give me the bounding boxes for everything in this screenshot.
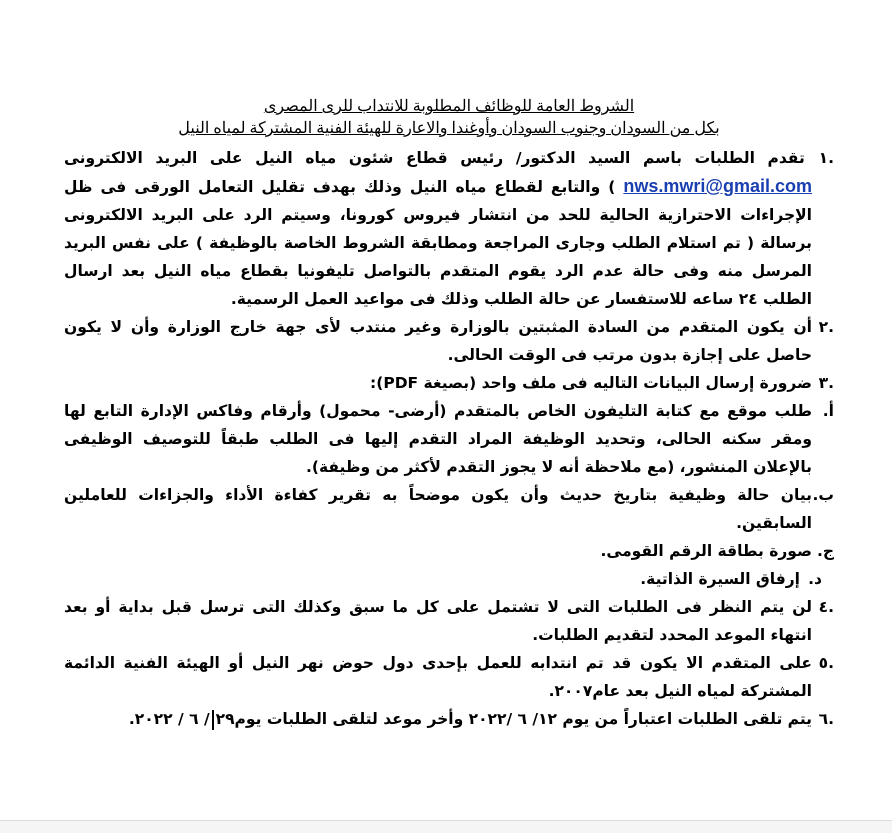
document-title — [64, 96, 834, 140]
condition-item-6 — [64, 705, 834, 733]
item-number: .٣ — [818, 374, 834, 392]
item-text: أن يكون المتقدم من السادة المثبتين بالوزارة وغير منتدب لأى جهة خارج الوزارة وأن لا يكون حاصل على إجازة بدون مرتب فى الوقت الحالى. — [64, 318, 812, 364]
subitem-text: بيان حالة وظيفية بتاريخ حديث وأن يكون موضحاً به تقرير كفاءة الأداء والجزاءات للعاملين السابقين. — [64, 486, 812, 532]
subitem-text: طلب موقع مع كتابة التليفون الخاص بالمتقدم (أرضى- محمول) وأرقام وفاكس الإدارة التابع لها ومقر سكنه الحالى، وتحديد الوظيفة المراد التقدم إليها فى الطلب طبقاً للتوصيف الوظيفى بالإعلان المنشور، (مع ملاحظة أنه لا يجوز التقدم لأكثر من وظيفة). — [64, 402, 812, 476]
item-text-after-email: ) والتابع لقطاع مياه النيل وذلك بهدف تقليل التعامل الورقى فى ظل الإجراءات الاحترازية الحالية للحد من انتشار فيروس كورونا، وسيتم الرد على البريد الالكترونى برسالة ( تم استلام الطلب وجارى المراجعة ومطابقة الشروط الخاصة بالوظيفة ) على نفس البريد المرسل منه وفى حالة عدم الرد يقوم المتقدم بالتواصل تليفونيا بقطاع مياه النيل بعد ارسال الطلب ٢٤ ساعه للاستفسار عن حالة الطلب وذلك فى مواعيد العمل الرسمية. — [64, 178, 812, 308]
item-number: .١ — [818, 149, 834, 167]
item-number: .٥ — [818, 654, 834, 672]
title-line-2: بكل من السودان وجنوب السودان وأوغندا والاعارة للهيئة الفنية المشتركة لمياه النيل — [178, 120, 720, 137]
condition-item-2 — [64, 313, 834, 369]
subitem-text: صورة بطاقة الرقم القومى. — [600, 542, 812, 560]
condition-item-3 — [64, 369, 834, 397]
page-bottom-edge — [0, 820, 892, 833]
subitem-b — [64, 481, 834, 537]
subitem-letter: ج. — [816, 542, 834, 560]
subitem-d — [64, 565, 834, 593]
condition-item-1 — [64, 144, 834, 313]
subitem-letter: أ. — [822, 402, 834, 420]
conditions-list — [64, 144, 834, 733]
item-text: لن يتم النظر فى الطلبات التى لا تشتمل على كل ما سبق وكذلك التى ترسل قبل بداية أو بعد انتهاء الموعد المحدد لتقديم الطلبات. — [64, 598, 812, 644]
cursor-bar — [212, 710, 214, 730]
condition-item-4 — [64, 593, 834, 649]
item-text: ضرورة إرسال البيانات التاليه فى ملف واحد (بصيغة PDF): — [370, 374, 812, 392]
email-link[interactable]: nws.mwri@gmail.com — [623, 176, 812, 196]
item-text-before-mark: يتم تلقى الطلبات اعتباراً من يوم ١٢/ ٦ /٢٠٢٢ وأخر موعد لتلقى الطلبات يوم٢٩ — [215, 710, 812, 728]
item-number: .٢ — [818, 318, 834, 336]
item-number: .٦ — [818, 710, 834, 728]
item-number: .٤ — [818, 598, 834, 616]
subitem-a — [64, 397, 834, 481]
condition-item-5 — [64, 649, 834, 705]
item-text: على المتقدم الا يكون قد تم انتدابه للعمل بإحدى دول حوض نهر النيل أو الهيئة الفنية الدائمة المشتركة لمياه النيل بعد عام٢٠٠٧. — [64, 654, 812, 700]
subitem-c — [64, 537, 834, 565]
title-line-1: الشروط العامة للوظائف المطلوبة للانتداب للرى المصرى — [263, 98, 635, 115]
subitem-text: إرفاق السيرة الذاتية. — [640, 570, 800, 588]
item-text-before-email: تقدم الطلبات باسم السيد الدكتور/ رئيس قطاع شئون مياه النيل على البريد الالكترونى — [64, 149, 805, 167]
item-text-after-mark: / ٦ / ٢٠٢٢. — [128, 710, 210, 728]
subitem-letter: ب. — [812, 486, 834, 504]
subitem-letter: د. — [808, 570, 822, 588]
